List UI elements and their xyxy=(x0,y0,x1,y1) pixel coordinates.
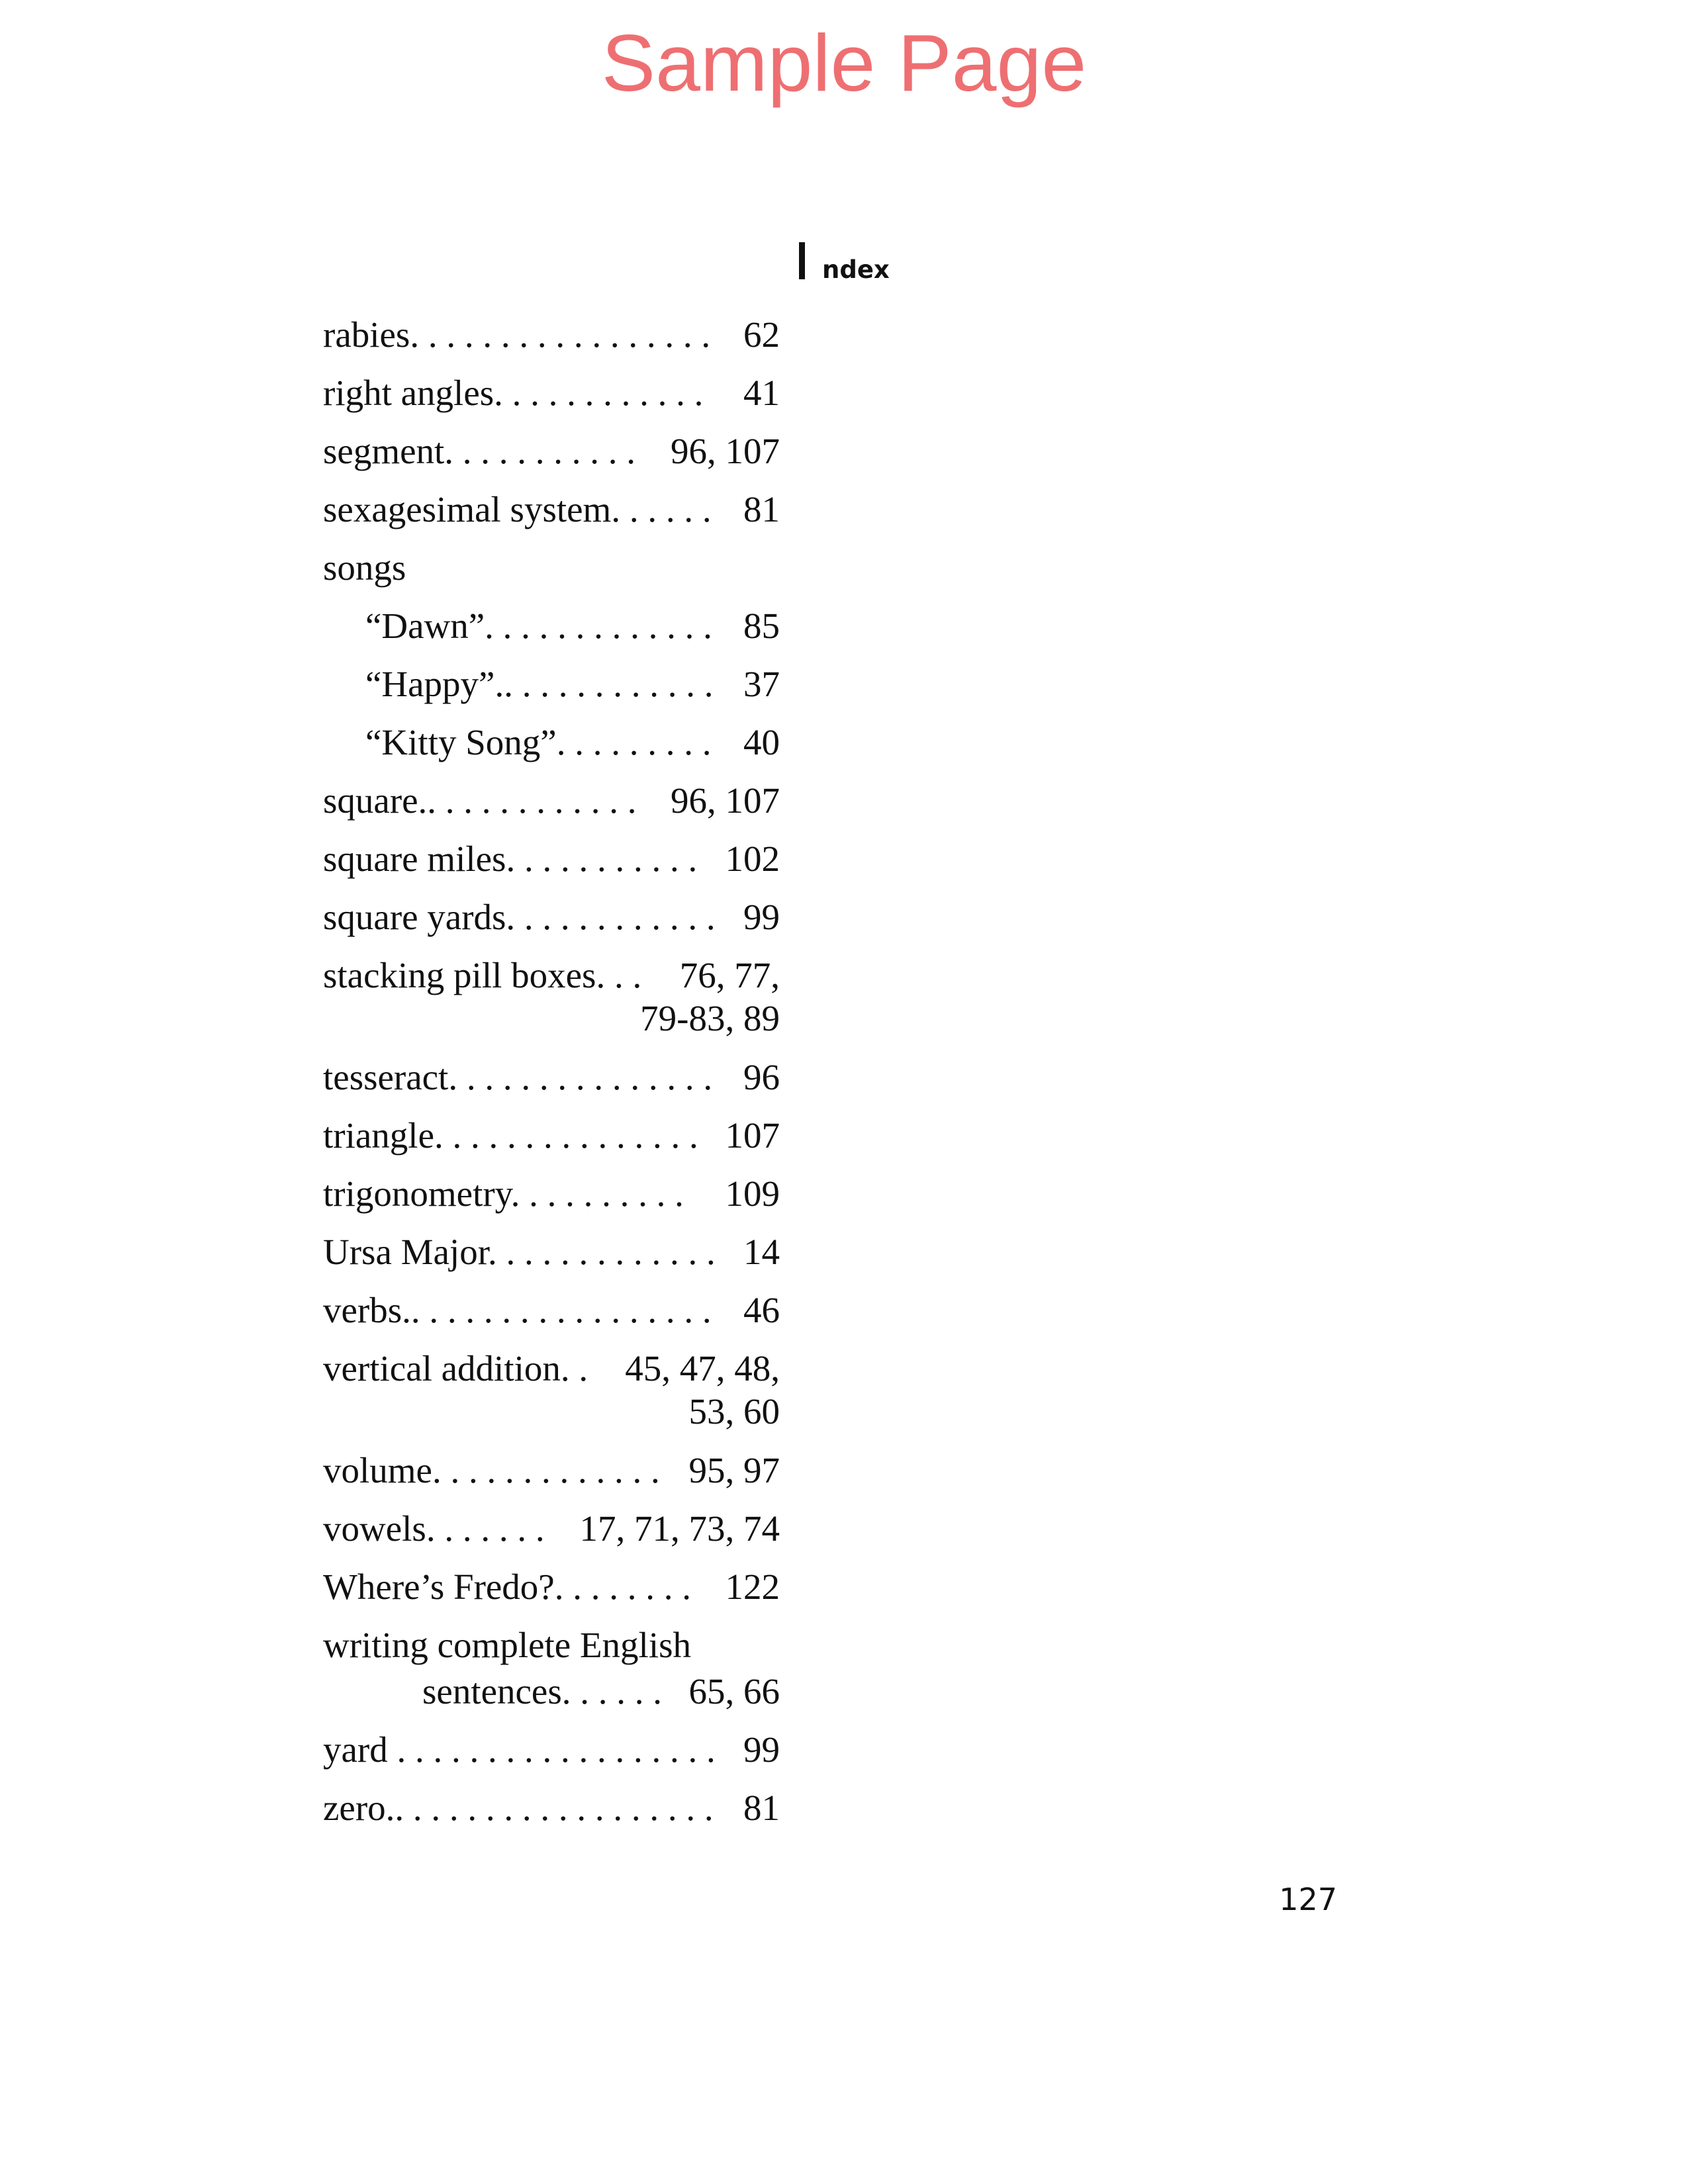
index-term: “Dawn”. . . . . . . . . . . . . xyxy=(365,606,712,646)
index-pages: 102 xyxy=(725,839,780,879)
index-term: square miles. . . . . . . . . . . xyxy=(323,839,698,879)
index-entry-sexagesimal-system xyxy=(323,483,780,536)
index-term: square.. . . . . . . . . . . . xyxy=(323,780,637,821)
index-pages: 41 xyxy=(743,373,780,413)
index-term: yard . . . . . . . . . . . . . . . . . . xyxy=(323,1729,716,1770)
index-entry-vertical-addition xyxy=(323,1342,780,1395)
index-pages-continuation: 79-83, 89 xyxy=(640,998,780,1038)
index-term: Ursa Major. . . . . . . . . . . . . xyxy=(323,1232,716,1272)
index-term: zero.. . . . . . . . . . . . . . . . . . xyxy=(323,1788,714,1828)
index-pages: 99 xyxy=(743,897,780,937)
index-pages: 107 xyxy=(725,1115,780,1156)
index-pages: 37 xyxy=(743,664,780,704)
index-subentry-kitty-song xyxy=(323,716,780,769)
index-entry-ursa-major xyxy=(323,1226,780,1279)
index-pages: 17, 71, 73, 74 xyxy=(579,1508,780,1549)
index-entry-square xyxy=(323,774,780,827)
index-pages: 95, 97 xyxy=(688,1450,780,1490)
index-term: sentences. . . . . . xyxy=(422,1671,662,1711)
index-entry-vowels xyxy=(323,1502,780,1555)
index-pages: 96 xyxy=(743,1057,780,1097)
index-pages: 62 xyxy=(743,314,780,355)
index-pages: 122 xyxy=(725,1567,780,1607)
index-term: stacking pill boxes. . . xyxy=(323,955,642,995)
index-entry-square-yards xyxy=(323,891,780,944)
index-entry-right-angles xyxy=(323,367,780,420)
index-term: Where’s Fredo?. . . . . . . . xyxy=(323,1567,691,1607)
index-term: rabies. . . . . . . . . . . . . . . . . xyxy=(323,314,711,355)
index-term: square yards. . . . . . . . . . . . xyxy=(323,897,716,937)
index-entry-writing-complete-english xyxy=(323,1619,780,1672)
index-pages: 99 xyxy=(743,1729,780,1770)
index-term: “Happy”.. . . . . . . . . . . . xyxy=(365,664,714,704)
index-subentry-happy xyxy=(323,658,780,711)
index-term: volume. . . . . . . . . . . . . xyxy=(323,1450,660,1490)
index-term: vertical addition. . xyxy=(323,1348,588,1388)
index-term: trigonometry. . . . . . . . . . xyxy=(323,1173,684,1214)
index-pages: 81 xyxy=(743,1788,780,1828)
index-entry-songs xyxy=(323,541,780,594)
index-entry-segment xyxy=(323,425,780,478)
index-entry-verbs xyxy=(323,1284,780,1337)
index-entry-trigonometry xyxy=(323,1167,780,1220)
index-entry-wheres-fredo xyxy=(323,1561,780,1614)
index-pages: 40 xyxy=(743,722,780,762)
index-pages: 45, 47, 48, xyxy=(625,1348,780,1388)
index-pages: 46 xyxy=(743,1290,780,1330)
page-number: 127 xyxy=(1279,1882,1337,1917)
index-entry-stacking-pill-boxes xyxy=(323,949,780,1002)
index-term: right angles. . . . . . . . . . . . xyxy=(323,373,704,413)
index-subentry-dawn xyxy=(323,600,780,653)
index-entry-sentences xyxy=(323,1665,780,1718)
index-term: vowels. . . . . . . xyxy=(323,1508,545,1549)
index-entry-yard xyxy=(323,1723,780,1776)
index-entry-triangle xyxy=(323,1109,780,1162)
index-pages: 96, 107 xyxy=(671,431,780,471)
index-term: segment. . . . . . . . . . . xyxy=(323,431,636,471)
index-entry-square-miles xyxy=(323,833,780,886)
index-heading-initial xyxy=(799,242,805,279)
index-pages: 76, 77, xyxy=(679,955,780,995)
sample-page-watermark: Sample Page xyxy=(601,18,1087,108)
index-term: “Kitty Song”. . . . . . . . . xyxy=(365,722,712,762)
index-pages: 96, 107 xyxy=(671,780,780,821)
index-pages: 65, 66 xyxy=(688,1671,780,1711)
index-term: writing complete English xyxy=(323,1625,692,1665)
index-pages: 81 xyxy=(743,489,780,529)
index-pages-continuation: 53, 60 xyxy=(688,1391,780,1432)
index-term: triangle. . . . . . . . . . . . . . . xyxy=(323,1115,698,1156)
index-entry-tesseract xyxy=(323,1051,780,1104)
index-term: songs xyxy=(323,547,406,588)
index-pages: 85 xyxy=(743,606,780,646)
index-entry-rabies xyxy=(323,308,780,361)
index-entry-zero xyxy=(323,1782,780,1835)
index-pages: 109 xyxy=(725,1173,780,1214)
index-term: sexagesimal system. . . . . . xyxy=(323,489,712,529)
index-heading-rest: ndex xyxy=(822,255,890,284)
index-pages: 14 xyxy=(743,1232,780,1272)
index-term: verbs.. . . . . . . . . . . . . . . . . xyxy=(323,1290,712,1330)
index-term: tesseract. . . . . . . . . . . . . . . xyxy=(323,1057,713,1097)
index-entry-volume xyxy=(323,1444,780,1497)
